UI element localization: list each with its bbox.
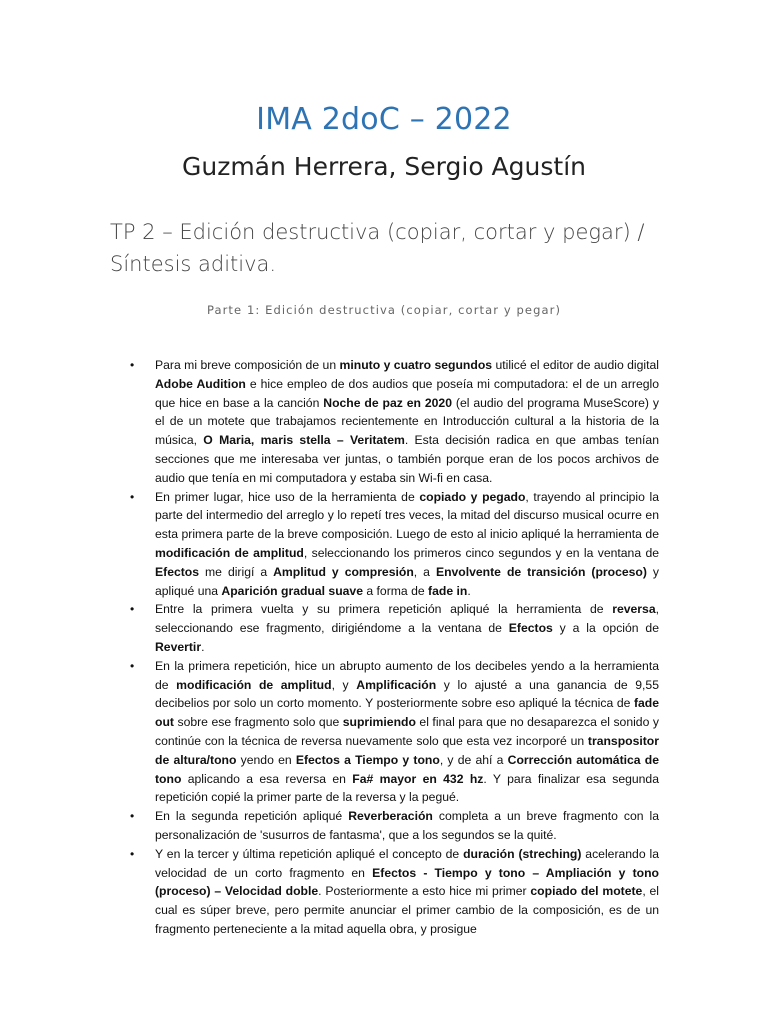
body-text: Y en la tercer y última repetición apliqué el concepto de	[155, 846, 464, 861]
bullet-item	[130, 657, 660, 807]
bold-text: fade in	[428, 583, 468, 598]
body-text: , y de ahí a	[439, 752, 508, 767]
bold-text: Fa# mayor en 432 hz	[352, 771, 484, 786]
body-text: acelerando la velocidad de un corto fragmento en	[155, 846, 659, 880]
body-text: yendo en	[236, 752, 296, 767]
bold-text: reversa	[612, 602, 656, 617]
bold-text: copiado del motete	[530, 884, 643, 899]
bullet-item	[130, 600, 659, 656]
body-text: , el cual es súper breve, pero permite anunciar el primer cambio de la composición, es de un fragmento perteneciente a la mitad aquella obra, y prosigue	[155, 884, 659, 936]
bold-text: O Maria, maris stella – Veritatem	[203, 433, 405, 448]
bold-text: duración (streching)	[463, 846, 582, 861]
body-text: , seleccionando ese fragmento, dirigiéndome a la ventana de	[155, 602, 659, 636]
body-text: Entre la primera vuelta y su primera repetición apliqué la herramienta de	[155, 602, 613, 617]
bold-text: minuto y cuatro segundos	[339, 358, 493, 372]
bullet-item	[130, 845, 659, 939]
bullet-dot-icon: •	[130, 358, 135, 372]
body-text: y a la opción de	[552, 621, 659, 636]
bold-text: Noche de paz en 2020	[323, 395, 452, 410]
body-text: sobre ese fragmento solo que	[173, 715, 343, 730]
bold-text: Envolvente de transición (proceso)	[435, 564, 647, 579]
body-text: Para mi breve composición de un	[155, 358, 340, 372]
bullet-item	[130, 488, 660, 601]
bold-text: Efectos - Tiempo y tono – Ampliación y tono (proceso) – Velocidad doble	[155, 865, 659, 899]
body-text: me dirigí a	[199, 564, 274, 579]
bold-text: Efectos	[508, 621, 553, 636]
body-text: , seleccionando los primeros cinco segundos y en la ventana de	[303, 545, 659, 560]
body-text: En primer lugar, hice uso de la herramienta de	[155, 489, 420, 504]
body-text: En la primera repetición, hice un abrupto aumento de los decibeles yendo a la herramienta de	[155, 658, 659, 692]
body-text: . Y para finalizar esa segunda repetición copié la primer parte de la reversa y la pegué.	[155, 771, 659, 805]
bullet-list	[130, 356, 660, 939]
bold-text: Corrección automática de tono	[155, 752, 660, 786]
body-text: , a	[413, 564, 436, 579]
bullet-item	[130, 807, 659, 845]
bold-text: Amplitud y compresión	[273, 564, 414, 579]
body-text: utilicé el editor de audio digital	[492, 358, 659, 372]
body-text: . Posteriormente a esto hice mi primer	[318, 884, 531, 899]
author-name: Guzmán Herrera, Sergio Agustín	[181, 152, 586, 181]
bullet-dot-icon: •	[130, 846, 135, 861]
bullet-dot-icon: •	[130, 658, 135, 673]
bullet-dot-icon: •	[130, 489, 135, 504]
body-text: e hice empleo de dos audios que poseía mi computadora: el de un arreglo que hice en base a la canción	[155, 376, 659, 410]
bold-text: Efectos	[155, 564, 200, 579]
bold-text: transpositor de altura/tono	[155, 733, 659, 767]
document-title: IMA 2doC – 2022	[256, 102, 512, 137]
bold-text: suprimiendo	[342, 715, 416, 730]
bold-text: Revertir	[155, 639, 202, 654]
bold-text: Amplificación	[356, 677, 437, 692]
body-text: y apliqué una	[155, 564, 660, 598]
bold-text: Efectos a Tiempo y tono	[295, 752, 440, 767]
body-text: En la segunda repetición apliqué	[155, 809, 349, 824]
body-text: .	[201, 639, 205, 654]
bullet-item	[130, 356, 659, 488]
bold-text: Aparición gradual suave	[221, 583, 363, 598]
assignment-title: TP 2 – Edición destructiva (copiar, cortar y pegar) / Síntesis aditiva.	[110, 220, 645, 276]
body-text: .	[467, 583, 471, 598]
bold-text: Reverberación	[348, 809, 433, 824]
body-text: , trayendo al principio la parte del intermedio del arreglo y lo repetí tres veces, la mitad del discurso musical ocurre en esta primera parte de la breve composición. Luego de esto al inicio apliqué la herramienta de	[155, 489, 660, 542]
bold-text: modificación de amplitud	[155, 545, 304, 560]
body-text: el final para que no desaparezca el sonido y continúe con la técnica de reversa nuevamente solo que esta vez incorporé un	[155, 715, 659, 748]
body-text: y lo ajusté a una ganancia de 9,55 decibelios por solo un corto momento. Y posteriormente sobre eso apliqué la técnica de	[155, 677, 659, 711]
bold-text: copiado y pegado	[419, 489, 526, 504]
body-text: . Esta decisión radica en que ambas tenían secciones que me interesaba ver juntas, o también porque eran de los pocos archivos de audio que tenía en mi computadora y estaba sin Wi-fi en casa.	[155, 433, 659, 485]
section-subtitle: Parte 1: Edición destructiva (copiar, cortar y pegar)	[206, 303, 562, 317]
body-text: (el audio del programa MuseScore) y el de un motete que trabajamos recientemente en Introducción cultural a la historia de la música,	[155, 395, 659, 448]
bullet-dot-icon: •	[130, 809, 135, 824]
bullet-dot-icon: •	[130, 602, 135, 617]
bold-text: fade out	[155, 696, 659, 730]
body-text: , y	[331, 677, 357, 692]
bold-text: modificación de amplitud	[176, 677, 332, 692]
body-text: a forma de	[362, 583, 429, 598]
bold-text: Adobe Audition	[155, 376, 246, 391]
body-text: completa a un breve fragmento con la personalización de 'susurros de fantasma', que a los segundos se la quité.	[155, 809, 659, 842]
body-text: aplicando a esa reversa en	[181, 771, 353, 786]
